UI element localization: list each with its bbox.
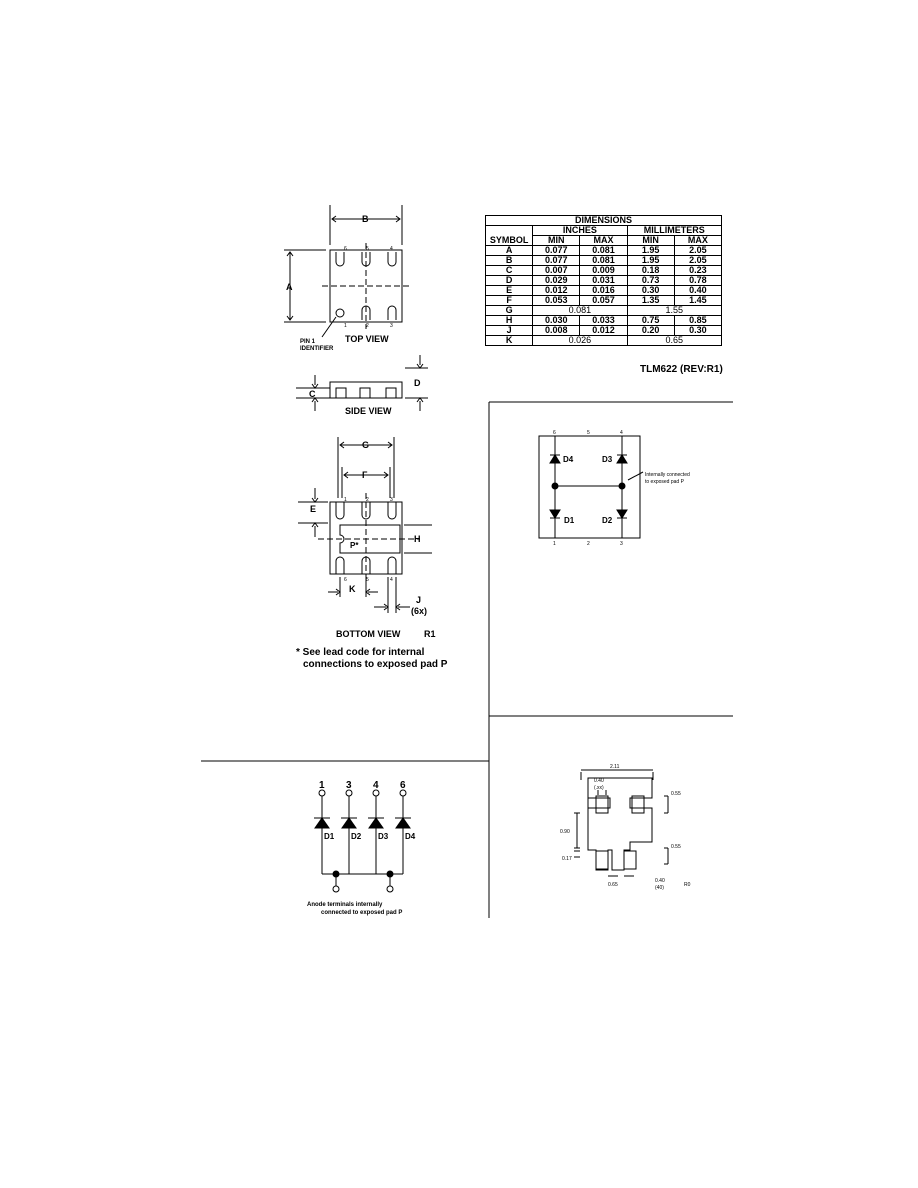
top-pin-1: 1 xyxy=(344,323,347,329)
fp-pad-h-top: 0.55 xyxy=(671,791,681,797)
row-mm-min: 1.95 xyxy=(627,256,674,266)
row-symbol: F xyxy=(486,296,533,306)
fp-pad-w-in: (.xx) xyxy=(594,785,604,791)
fp-pitch: 0.65 xyxy=(608,882,618,888)
row-symbol: E xyxy=(486,286,533,296)
row-mm-min: 0.20 xyxy=(627,326,674,336)
side-view-label: SIDE VIEW xyxy=(345,406,392,416)
pin1-label-line2: IDENTIFIER xyxy=(300,346,334,352)
right-pin-3: 3 xyxy=(620,541,623,547)
row-mm-min: 0.18 xyxy=(627,266,674,276)
row-in-min: 0.007 xyxy=(533,266,580,276)
table-row xyxy=(486,256,722,266)
bottom-view-pin-2: 2 xyxy=(366,497,369,503)
row-mm-max: 2.05 xyxy=(674,246,721,256)
bottom-view-pin-5: 5 xyxy=(366,577,369,583)
right-pin-1: 1 xyxy=(553,541,556,547)
fp-pad-w-bottom-in: (40) xyxy=(655,885,664,891)
row-symbol: D xyxy=(486,276,533,286)
row-in-max: 0.081 xyxy=(580,256,627,266)
row-mm-min: 0.73 xyxy=(627,276,674,286)
table-row xyxy=(486,306,722,316)
right-pin-6: 6 xyxy=(553,430,556,436)
lead-code-note-line1: * See lead code for internal xyxy=(296,647,425,658)
dim-j-label: J xyxy=(416,595,422,605)
row-in-max: 0.009 xyxy=(580,266,627,276)
bottom-d1-label: D1 xyxy=(324,832,335,841)
dim-e-label: E xyxy=(310,504,317,514)
bottom-view-pin-3: 3 xyxy=(390,497,393,503)
revision-mark: R1 xyxy=(424,629,436,639)
right-d1-label: D1 xyxy=(564,516,575,525)
table-row xyxy=(486,316,722,326)
right-note-line1: Internally connected xyxy=(645,472,690,478)
row-mm-max: 0.85 xyxy=(674,316,721,326)
row-mm-min: 0.75 xyxy=(627,316,674,326)
bottom-view-pin-1: 1 xyxy=(344,497,347,503)
pin1-label-line1: PIN 1 xyxy=(300,339,316,345)
lead-code-note-line2: connections to exposed pad P xyxy=(303,659,448,670)
row-mm-max: 0.23 xyxy=(674,266,721,276)
table-row xyxy=(486,336,722,346)
top-pin-2: 2 xyxy=(366,323,369,329)
bottom-view-pin-6: 6 xyxy=(344,577,347,583)
row-mm-value: 1.55 xyxy=(627,306,721,316)
dim-j-count: (6x) xyxy=(411,606,428,616)
mm-max-header: MAX xyxy=(674,236,721,246)
bottom-d2-label: D2 xyxy=(351,832,362,841)
row-mm-max: 2.05 xyxy=(674,256,721,266)
row-symbol: B xyxy=(486,256,533,266)
table-row xyxy=(486,326,722,336)
fp-pad-w: 0.40 xyxy=(594,778,604,784)
row-in-min: 0.008 xyxy=(533,326,580,336)
top-pin-6: 6 xyxy=(344,246,347,252)
inches-max-header: MAX xyxy=(580,236,627,246)
fp-rev: R0 xyxy=(684,882,691,888)
fp-gap: 0.90 xyxy=(560,829,570,835)
fp-pad-w-bottom: 0.40 xyxy=(655,878,665,884)
bottom-pin-3: 3 xyxy=(346,780,352,791)
table-row xyxy=(486,286,722,296)
row-in-min: 0.053 xyxy=(533,296,580,306)
row-in-min: 0.029 xyxy=(533,276,580,286)
top-view-label: TOP VIEW xyxy=(345,334,389,344)
row-mm-max: 0.40 xyxy=(674,286,721,296)
bottom-view-label: BOTTOM VIEW xyxy=(336,629,401,639)
symbol-header: SYMBOL xyxy=(486,226,533,246)
dim-a-label: A xyxy=(286,282,293,292)
row-symbol: G xyxy=(486,306,533,316)
bottom-pin-6: 6 xyxy=(400,780,406,791)
internal-schematic-right xyxy=(535,426,715,551)
row-symbol: K xyxy=(486,336,533,346)
right-d4-label: D4 xyxy=(563,455,574,464)
bottom-d4-label: D4 xyxy=(405,832,416,841)
internal-schematic-bottom xyxy=(300,778,430,918)
row-symbol: C xyxy=(486,266,533,276)
bottom-d3-label: D3 xyxy=(378,832,389,841)
right-d3-label: D3 xyxy=(602,455,613,464)
table-row xyxy=(486,276,722,286)
row-in-min: 0.030 xyxy=(533,316,580,326)
row-mm-value: 0.65 xyxy=(627,336,721,346)
bottom-note-line1: Anode terminals internally xyxy=(307,902,383,908)
row-mm-min: 1.35 xyxy=(627,296,674,306)
land-pattern-footprint xyxy=(550,760,700,892)
right-note-line2: to exposed pad P xyxy=(645,479,684,485)
dim-c-label: C xyxy=(309,389,316,399)
dim-b-label: B xyxy=(362,214,369,224)
row-in-value: 0.081 xyxy=(533,306,627,316)
dim-k-label: K xyxy=(349,584,356,594)
bottom-view-pin-4: 4 xyxy=(390,577,393,583)
row-mm-min: 1.95 xyxy=(627,246,674,256)
row-in-max: 0.016 xyxy=(580,286,627,296)
table-row xyxy=(486,296,722,306)
row-in-max: 0.081 xyxy=(580,246,627,256)
row-mm-max: 0.30 xyxy=(674,326,721,336)
dim-h-label: H xyxy=(414,534,421,544)
row-mm-max: 1.45 xyxy=(674,296,721,306)
millimeters-header: MILLIMETERS xyxy=(627,226,721,236)
top-pin-3: 3 xyxy=(390,323,393,329)
bottom-pin-1: 1 xyxy=(319,780,325,791)
row-mm-min: 0.30 xyxy=(627,286,674,296)
bottom-note-line2: connected to exposed pad P xyxy=(321,910,403,916)
row-in-min: 0.077 xyxy=(533,256,580,266)
right-d2-label: D2 xyxy=(602,516,613,525)
fp-edge: 0.17 xyxy=(562,856,572,862)
bottom-pin-4: 4 xyxy=(373,780,379,791)
inches-min-header: MIN xyxy=(533,236,580,246)
dim-f-label: F xyxy=(362,470,368,480)
right-pin-5: 5 xyxy=(587,430,590,436)
row-in-max: 0.012 xyxy=(580,326,627,336)
dim-g-label: G xyxy=(362,440,370,450)
dim-d-label: D xyxy=(414,378,421,388)
row-in-max: 0.033 xyxy=(580,316,627,326)
top-pin-5: 5 xyxy=(366,246,369,252)
row-symbol: H xyxy=(486,316,533,326)
fp-width: 2.11 xyxy=(610,764,620,770)
row-symbol: A xyxy=(486,246,533,256)
row-in-max: 0.057 xyxy=(580,296,627,306)
row-in-min: 0.012 xyxy=(533,286,580,296)
fp-pad-h-bot: 0.55 xyxy=(671,844,681,850)
pad-label: P* xyxy=(350,541,359,550)
dimensions-title: DIMENSIONS xyxy=(486,216,722,226)
row-symbol: J xyxy=(486,326,533,336)
table-row xyxy=(486,246,722,256)
row-in-min: 0.077 xyxy=(533,246,580,256)
right-pin-2: 2 xyxy=(587,541,590,547)
row-in-value: 0.026 xyxy=(533,336,627,346)
dimensions-table xyxy=(485,215,722,346)
row-mm-max: 0.78 xyxy=(674,276,721,286)
mm-min-header: MIN xyxy=(627,236,674,246)
inches-header: INCHES xyxy=(533,226,627,236)
top-pin-4: 4 xyxy=(390,246,393,252)
table-revision-tag: TLM622 (REV:R1) xyxy=(640,364,723,375)
right-pin-4: 4 xyxy=(620,430,623,436)
row-in-max: 0.031 xyxy=(580,276,627,286)
table-row xyxy=(486,266,722,276)
